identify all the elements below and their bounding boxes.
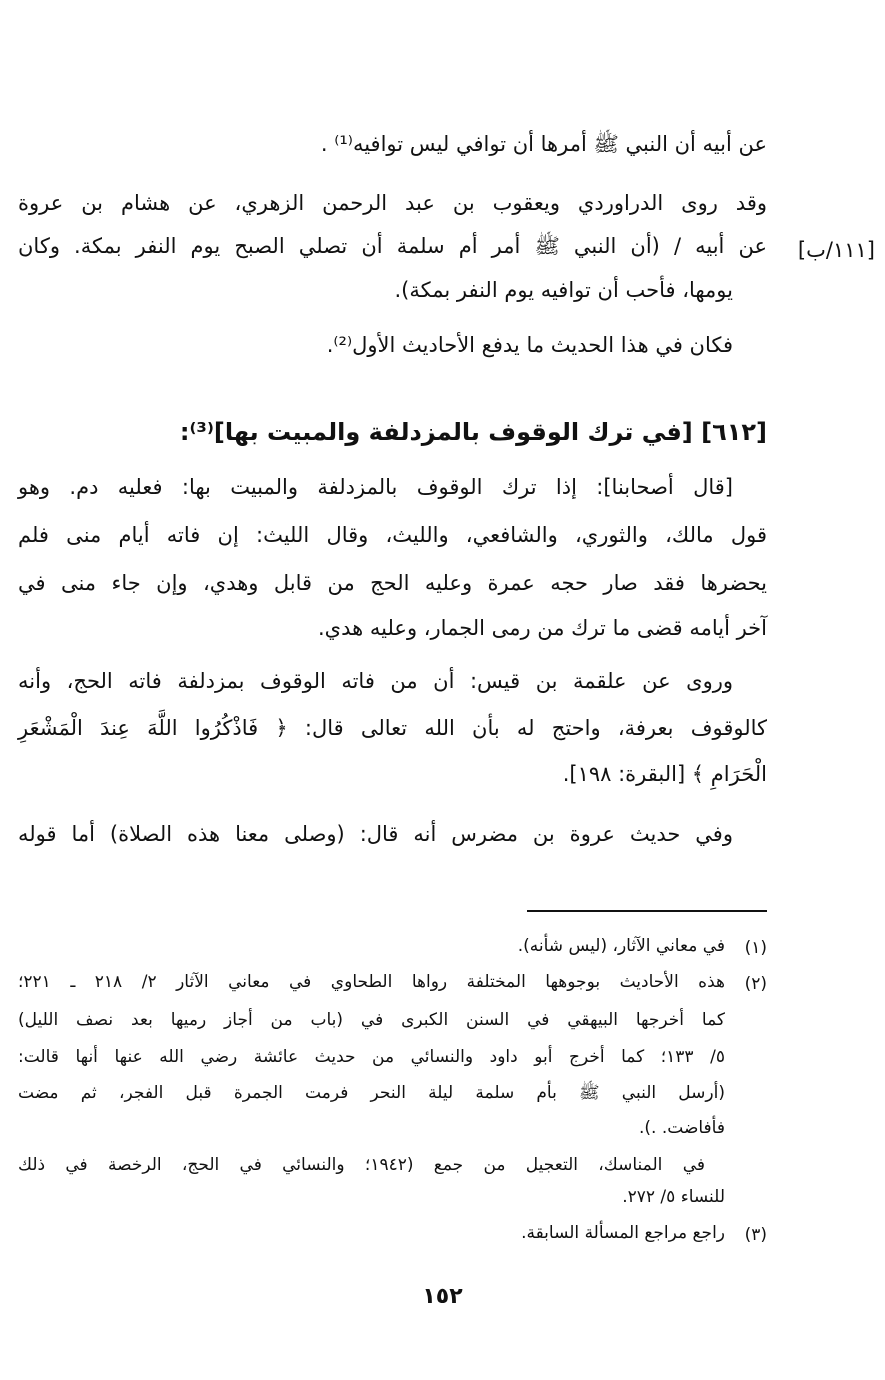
text-line: آخر أيامه قضى ما ترك من رمى الجمار، وعليه هدي.: [317, 616, 767, 640]
page-number: ١٥٢: [422, 1284, 463, 1309]
text-line: وفي حديث عروة بن مضرس أنه قال: (وصلى معنا هذه الصلاة) أما قوله: [18, 822, 733, 846]
footnote-text: هذه الأحاديث بوجوهها المختلفة رواها الطحاوي في معاني الآثار ٢/ ٢١٨ ـ ٢٢١؛: [18, 972, 725, 992]
text-line: وروى عن علقمة بن قيس: أن من فاته الوقوف بمزدلفة فاته الحج، وأنه: [18, 669, 733, 693]
text-line: قول مالك، والثوري، والشافعي، والليث، وقال الليث: إن فاته أيام منى فلم: [18, 523, 767, 547]
text-line: فكان في هذا الحديث ما يدفع الأحاديث الأول⁽²⁾.: [326, 333, 733, 357]
text-line: كالوقوف بعرفة، واحتج له بأن الله تعالى قال: ﴿ فَاذْكُرُوا اللَّهَ عِندَ الْمَشْعَرِ: [18, 716, 767, 740]
text-line: [قال أصحابنا]: إذا ترك الوقوف بالمزدلفة والمبيت بها: فعليه دم. وهو: [18, 475, 733, 499]
margin-reference: [١١١/ب]: [797, 238, 875, 262]
text-line: وقد روى الدراوردي ويعقوب بن عبد الرحمن الزهري، عن هشام بن عروة: [18, 191, 767, 215]
footnote-text: في معاني الآثار، (ليس شأنه).: [517, 936, 725, 956]
text-line: يومها، فأحب أن توافيه يوم النفر بمكة).: [394, 278, 733, 302]
footnote-text: فأفاضت. .).: [639, 1118, 725, 1138]
text-line: عن أبيه / (أن النبي ﷺ أمر أم سلمة أن تصلي الصبح يوم النفر بمكة. وكان: [18, 234, 767, 258]
text-line: يحضرها فقد صار حجه عمرة وعليه الحج من قابل وهدي، وإن جاء منى في: [18, 571, 767, 595]
text-line: الْحَرَامِ ﴾ [البقرة: ١٩٨].: [562, 762, 767, 786]
footnote-number: (٣): [744, 1225, 767, 1245]
footnote-text: (أرسل النبي ﷺ بأم سلمة ليلة النحر فرمت الجمرة قبل الفجر، ثم مضت: [18, 1083, 725, 1103]
footnote-text: للنساء ٥/ ٢٧٢.: [622, 1187, 725, 1207]
footnote-text: في المناسك، التعجيل من جمع (١٩٤٢؛ والنسائي في الحج، الرخصة في ذلك: [18, 1155, 705, 1175]
footnote-separator: [527, 910, 767, 912]
footnote-text: راجع مراجع المسألة السابقة.: [521, 1223, 725, 1243]
section-heading: [٦١٢] [في ترك الوقوف بالمزدلفة والمبيت بها]⁽³⁾:: [179, 418, 767, 446]
text-line: عن أبيه أن النبي ﷺ أمرها أن توافي ليس توافيه⁽¹⁾ .: [320, 132, 767, 156]
footnote-text: كما أخرجها البيهقي في السنن الكبرى في (باب من أجاز رميها بعد نصف الليل): [18, 1010, 725, 1030]
footnote-number: (١): [744, 938, 767, 958]
footnote-text: ٥/ ١٣٣؛ كما أخرج أبو داود والنسائي من حديث عائشة رضي الله عنها أنها قالت:: [18, 1047, 725, 1067]
footnote-number: (٢): [744, 974, 767, 994]
